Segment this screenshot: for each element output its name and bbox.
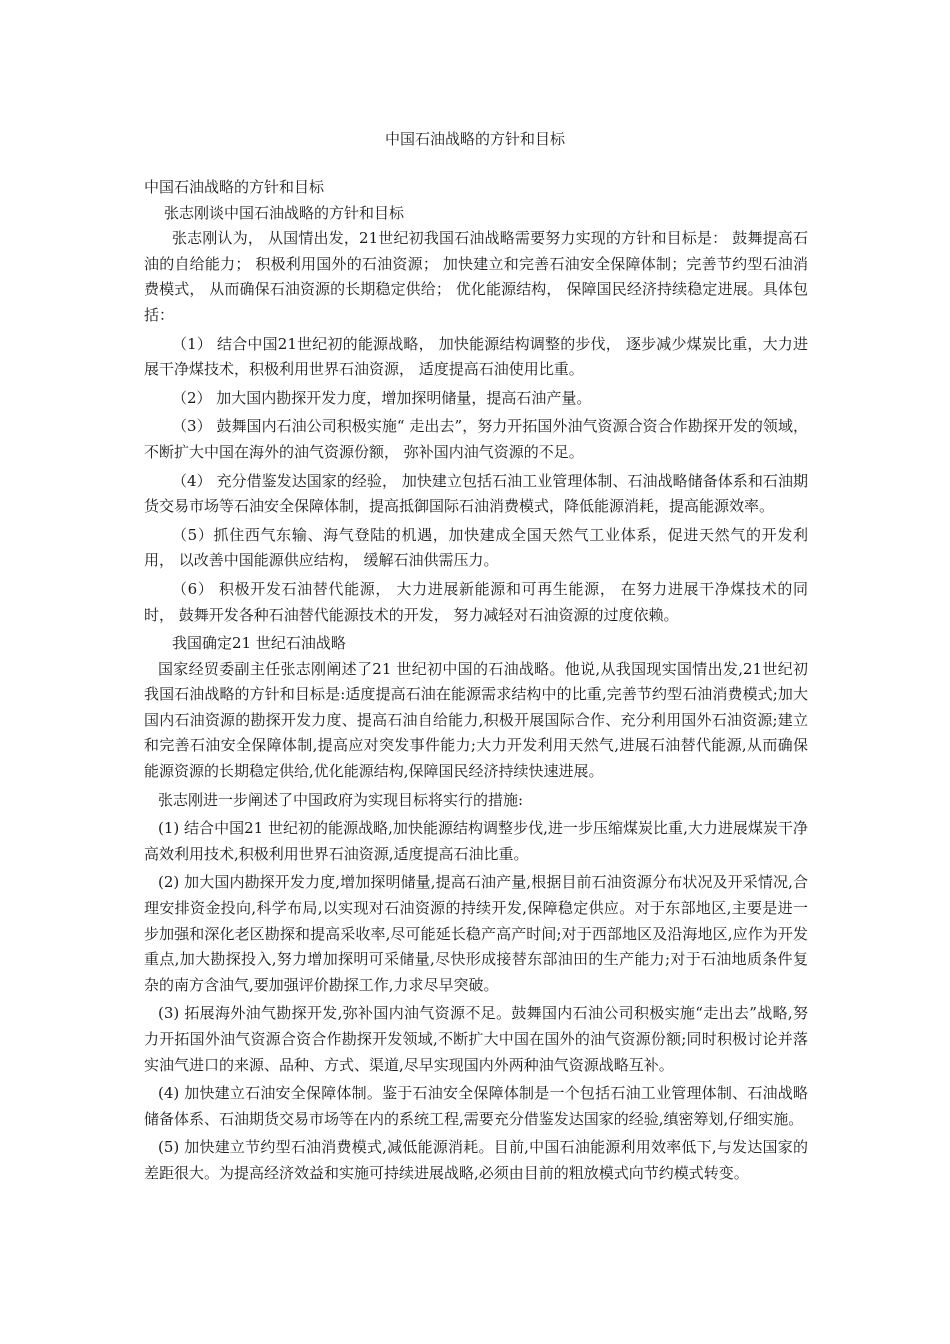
list-item: (1) 结合中国21 世纪初的能源战略,加快能源结构调整步伐,进一步压缩煤炭比重,大力进展煤炭干净高效利用技术,积极利用世界石油资源,适度提高石油比重。 [144,819,808,863]
list-item: (3) 拓展海外油气勘探开发,弥补国内油气资源不足。鼓舞国内石油公司积极实施“走出去”战略,努力开拓国外油气资源合资合作勘探开发领域,不断扩大中国在国外的油气资源份额;同时积极讨论并落实油气进口的来源、品种、方式、渠道,尽早实现国内外两种油气资源战略互补。 [144,1004,808,1074]
subheading: 张志刚谈中国石油战略的方针和目标 [164,203,405,222]
list-item: （1） 结合中国21世纪初的能源战略， 加快能源结构调整的步伐， 逐步减少煤炭比重，大力进展干净煤技术，积极利用世界石油资源， 适度提高石油使用比重。 [144,334,808,379]
list-item: (5) 加快建立节约型石油消费模式,减低能源消耗。目前,中国石油能源利用效率低下,与发达国家的差距很大。为提高经济效益和实施可持续进展战略,必须由目前的粗放模式向节约模式转变。 [144,1138,808,1182]
paragraph: 张志刚认为， 从国情出发，21世纪初我国石油战略需要努力实现的方针和目标是： 鼓舞提高石油的自给能力； 积极利用国外的石油资源； 加快建立和完善石油安全保障体制；完善节约型石油消费模式， 从而确保石油资源的长期稳定供给； 优化能源结构， 保障国民经济持续稳定进展。具体包括： [144,229,808,324]
paragraph: 国家经贸委副主任张志刚阐述了21 世纪初中国的石油战略。他说,从我国现实国情出发,21世纪初我国石油战略的方针和目标是:适度提高石油在能源需求结构中的比重,完善节约型石油消费模式;加大国内石油资源的勘探开发力度、提高石油自给能力,积极开展国际合作、充分利用国外石油资源;建立和完善石油安全保障体制,提高应对突发事件能力;大力开发利用天然气,进展石油替代能源,从而确保能源资源的长期稳定供给,优化能源结构,保障国民经济持续快速进展。 [144,659,808,781]
list-item: （4） 充分借鉴发达国家的经验， 加快建立包括石油工业管理体制、石油战略储备体系和石油期货交易市场等石油安全保障体制，提高抵御国际石油消费模式，降低能源消耗，提高能源效率。 [144,471,808,516]
list-item: （5）抓住西气东输、海气登陆的机遇，加快建成全国天然气工业体系，促进天然气的开发利用， 以改善中国能源供应结构， 缓解石油供需压力。 [144,525,808,570]
list-item: (4) 加快建立石油安全保障体制。鉴于石油安全保障体制是一个包括石油工业管理体制、石油战略储备体系、石油期货交易市场等在内的系统工程,需要充分借鉴发达国家的经验,缜密筹划,仔细实施。 [144,1084,808,1128]
subheading: 我国确定21 世纪石油战略 [172,634,346,653]
section-heading: 中国石油战略的方针和目标 [144,178,325,196]
list-item: （3） 鼓舞国内石油公司积极实施“ 走出去”，努力开拓国外油气资源合资合作勘探开发的领域，不断扩大中国在海外的油气资源份额， 弥补国内油气资源的不足。 [144,417,808,461]
document-title: 中国石油战略的方针和目标 [384,130,565,148]
list-item: （6） 积极开发石油替代能源， 大力进展新能源和可再生能源， 在努力进展干净煤技术的同时， 鼓舞开发各种石油替代能源技术的开发， 努力减轻对石油资源的过度依赖。 [144,579,808,624]
list-item: (2) 加大国内勘探开发力度,增加探明储量,提高石油产量,根据目前石油资源分布状况及开采情况,合理安排资金投向,科学布局,以实现对石油资源的持续开发,保障稳定供应。对于东部地区,主要是进一步加强和深化老区勘探和提高采收率,尽可能延长稳产高产时间;对于西部地区及沿海地区,应作为开发重点,加大勘探投入,努力增加探明可采储量,尽快形成接替东部油田的生产能力;对于石油地质条件复杂的南方含油气,要加强评价勘探工作,力求尽早突破。 [144,873,808,994]
paragraph: 张志刚进一步阐述了中国政府为实现目标将实行的措施: [158,790,524,809]
document-body [144,175,808,1190]
list-item: （2） 加大国内勘探开发力度，增加探明储量，提高石油产量。 [172,388,592,407]
